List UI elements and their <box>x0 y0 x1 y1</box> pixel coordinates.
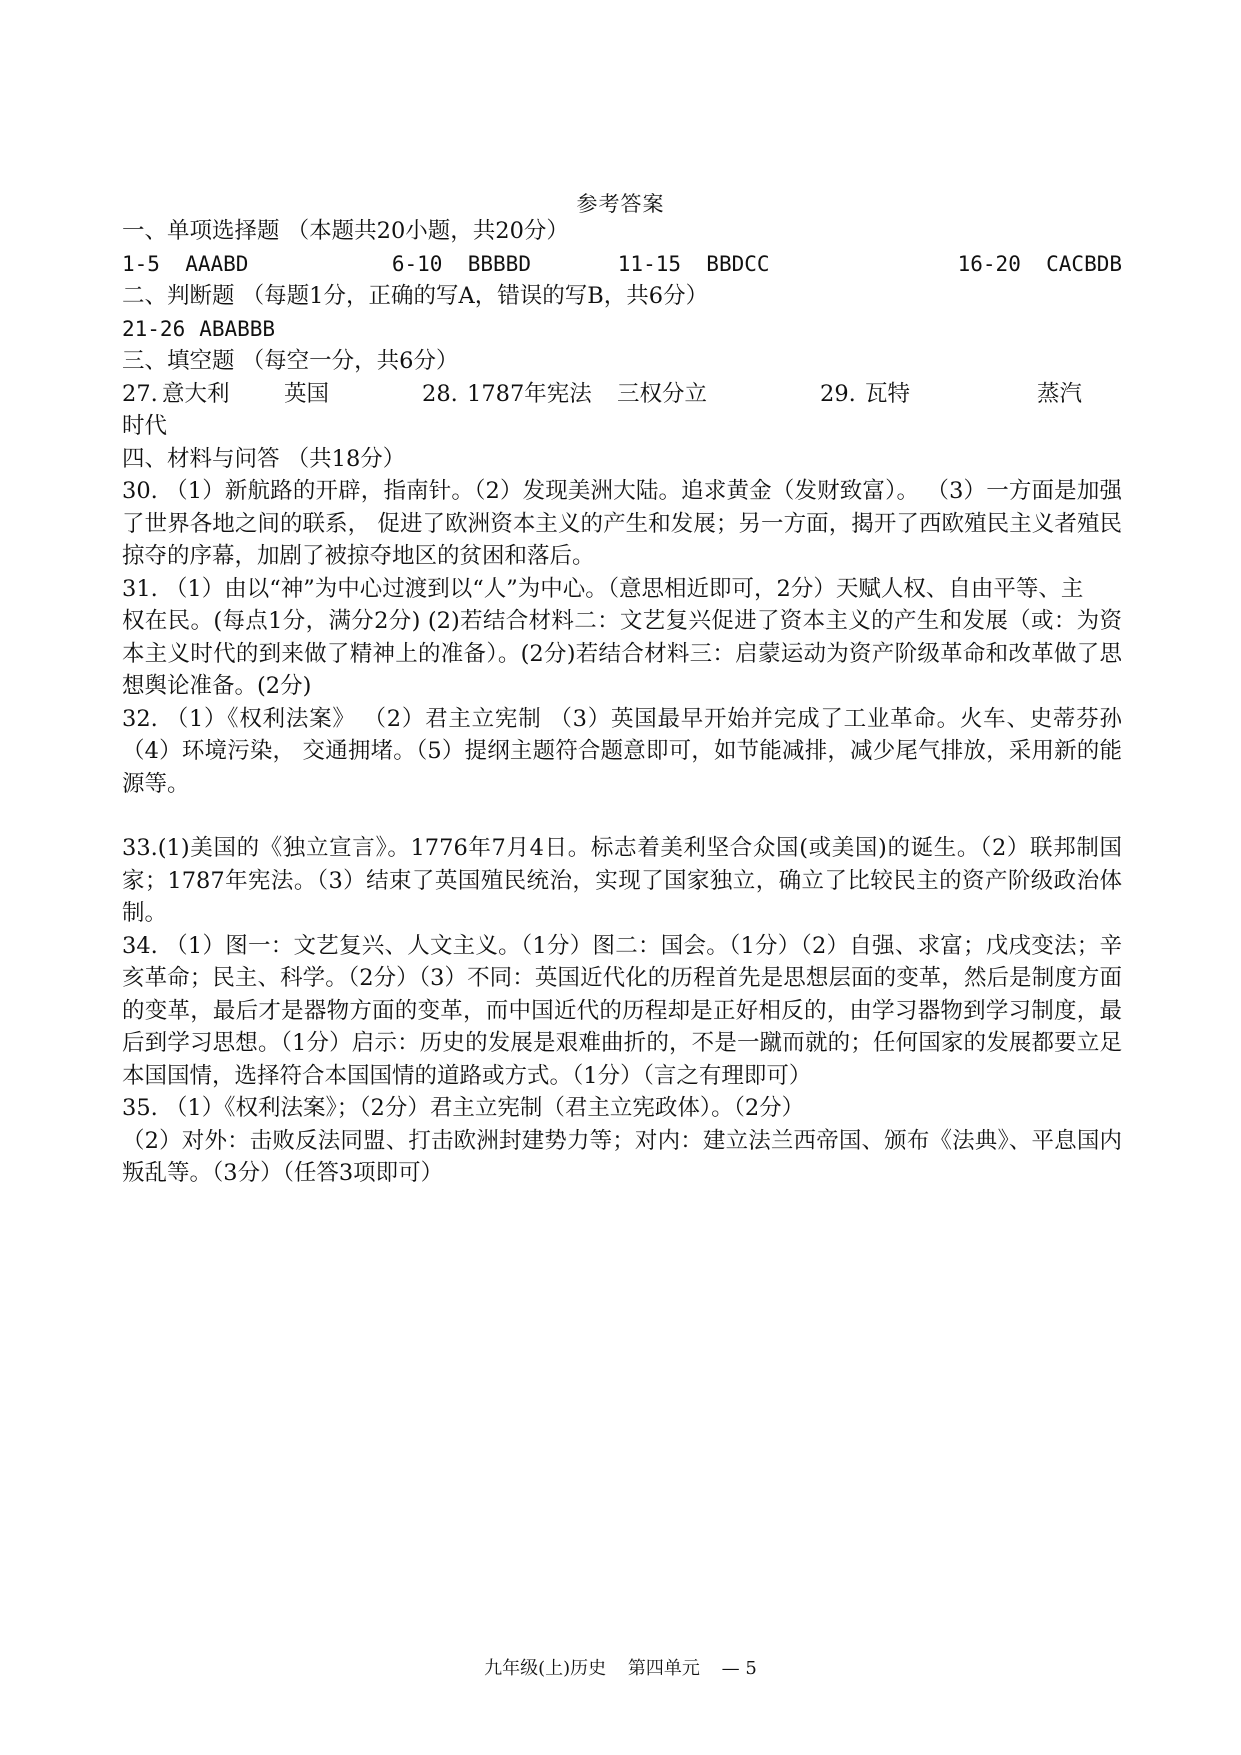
answer-range: 16-20 <box>957 251 1021 276</box>
answer-35-part-a: 35. （1）《权利法案》；（2分）君主立宪制（君主立宪政体）。（2分） <box>122 1095 805 1121</box>
blank-answer: 蒸汽 <box>1037 380 1083 407</box>
footer-unit: 第四单元 <box>627 1658 700 1679</box>
answer-range: 6-10 <box>391 251 443 276</box>
section-2-answers <box>122 313 1122 346</box>
answer-range: 21-26 <box>122 316 186 341</box>
blank-answer: 意大利 <box>162 380 230 407</box>
answer-31-part-b: 权在民。(每点1分，满分2分) (2)若结合材料二：文艺复兴促进了资本主义的产生和发展（或：为资本主义时代的到来做了精神上的准备）。(2分)若结合材料三：启蒙运动为资产阶级革命和改革做了思想舆论准备。(2分) <box>122 608 1122 699</box>
question-number: 28. <box>422 380 458 407</box>
answer-range: 1-5 <box>122 251 160 276</box>
blank-answer: 1787年宪法 <box>467 380 592 407</box>
blank-answer: 英国 <box>284 380 330 407</box>
blank-answer: 瓦特 <box>865 380 911 407</box>
answer-30: 30. （1）新航路的开辟，指南针。（2）发现美洲大陆。追求黄金（发财致富）。 （3）一方面是加强了世界各地之间的联系， 促进了欧洲资本主义的产生和发展；另一方面，揭开了西欧殖民主义者殖民掠夺的序幕，加剧了被掠夺地区的贫困和落后。 <box>122 478 1122 569</box>
answer-31-part-a: 31. （1）由以“神”为中心过渡到以“人”为中心。（意思相近即可，2分）天赋人权、自由平等、主 <box>122 575 1084 602</box>
section-4-heading: 四、材料与问答 （共18分） <box>122 445 406 472</box>
answer-group <box>618 248 958 281</box>
answer-32: 32. （1）《权利法案》 （2）君主立宪制 （3）英国最早开始并完成了工业革命。火车、史蒂芬孙（4）环境污染， 交通拥堵。（5）提纲主题符合题意即可，如节能减排，减少尾气排放，采用新的能源等。 <box>122 705 1122 797</box>
section-1-heading: 一、单项选择题 （本题共20小题，共20分） <box>122 218 569 244</box>
answer-letters: CACBDB <box>1046 251 1122 276</box>
answer-35-part-b: （2）对外：击败反法同盟、打击欧洲封建势力等；对内：建立法兰西帝国、颁布《法典》、平息国内叛乱等。（3分）（任答3项即可） <box>122 1127 1122 1186</box>
answer-letters: ABABBB <box>199 316 276 341</box>
answer-group <box>958 248 1122 281</box>
blank-answer-continuation: 时代 <box>122 413 168 439</box>
answer-34: 34. （1）图一：文艺复兴、人文主义。（1分）图二：国会。（1分）（2）自强、求富；戊戌变法；辛亥革命；民主、科学。（2分）（3）不同：英国近代化的历程首先是思想层面的变革，然后是制度方面的变革，最后才是器物方面的变革，而中国近代的历程却是正好相反的，由学习器物到学习制度，最后到学习思想。（1分）启示：历史的发展是艰难曲折的，不是一蹴而就的；任何国家的发展都要立足本国国情，选择符合本国国情的道路或方式。（1分）（言之有理即可） <box>122 932 1122 1089</box>
answer-letters: AAABD <box>185 251 249 276</box>
answer-group <box>392 248 618 281</box>
section-2-heading: 二、判断题 （每题1分，正确的写A，错误的写B，共6分） <box>122 283 709 309</box>
page-footer <box>0 1654 1241 1680</box>
blank-answer: 三权分立 <box>617 380 708 407</box>
page-title: 参考答案 <box>576 192 665 216</box>
answer-letters: BBDCC <box>706 251 770 276</box>
answer-group <box>122 248 392 281</box>
section-1-answers <box>122 248 1122 281</box>
spacer <box>122 800 1122 832</box>
answer-letters: BBBBD <box>467 251 531 276</box>
answer-content <box>122 215 1122 1190</box>
question-number: 29. <box>820 380 856 407</box>
footer-grade: 九年级(上)历史 <box>484 1658 607 1679</box>
question-number: 27. <box>122 380 158 407</box>
page-number: — 5 <box>721 1658 757 1679</box>
answer-33: 33.(1)美国的《独立宣言》。1776年7月4日。标志着美利坚合众国(或美国)的诞生。（2）联邦制国家；1787年宪法。（3）结束了英国殖民统治，实现了国家独立，确立了比较民主的资产阶级政治体制。 <box>122 835 1122 926</box>
section-3-heading: 三、填空题 （每空一分，共6分） <box>122 348 459 374</box>
section-3-answers <box>122 378 1122 411</box>
answer-range: 11-15 <box>617 251 681 276</box>
